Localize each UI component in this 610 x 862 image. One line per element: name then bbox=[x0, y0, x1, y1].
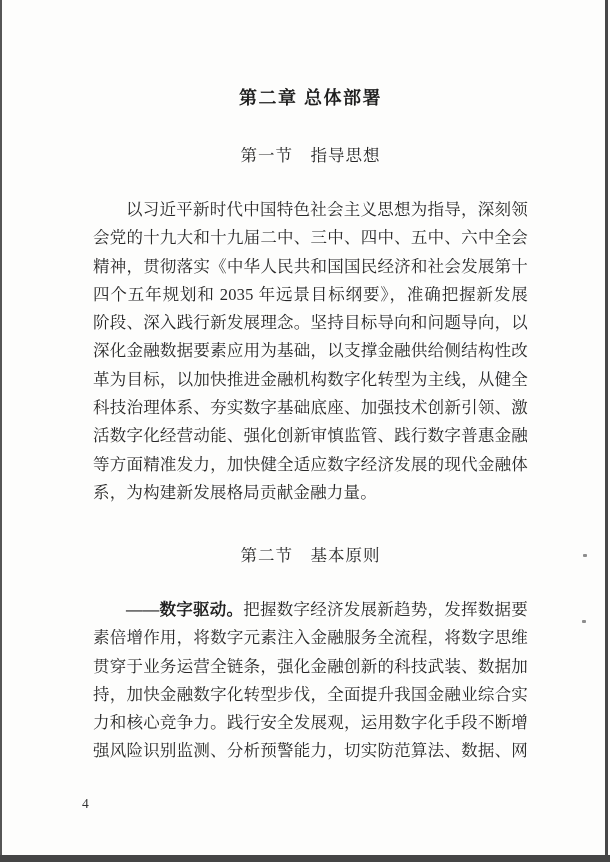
text-line: 四个五年规划和 2035 年远景目标纲要》，准确把握新发展 bbox=[93, 284, 528, 304]
text-line: 力和核心竞争力。践行安全发展观，运用数字化手段不断增 bbox=[93, 713, 528, 733]
chapter-title: 第二章 总体部署 bbox=[238, 88, 382, 108]
text-line: 科技治理体系、夯实数字基础底座、加强技术创新引领、激 bbox=[93, 398, 528, 418]
text-line: 阶段、深入践行新发展理念。坚持目标导向和问题导向，以 bbox=[93, 313, 528, 333]
scan-speck bbox=[582, 620, 586, 623]
section-1-title: 第一节 指导思想 bbox=[240, 146, 381, 165]
text-line: 会党的十九大和十九届二中、三中、四中、五中、六中全会 bbox=[93, 228, 528, 248]
scan-edge-left bbox=[0, 0, 2, 862]
scan-edge-right bbox=[605, 0, 608, 862]
text-line: 活数字化经营动能、强化创新审慎监管、践行数字普惠金融 bbox=[93, 426, 528, 446]
text-line: 素倍增作用，将数字元素注入金融服务全流程，将数字思维 bbox=[93, 628, 528, 648]
page-number: 4 bbox=[82, 796, 89, 811]
text-line: 以习近平新时代中国特色社会主义思想为指导，深刻领 bbox=[126, 200, 528, 219]
text-line: 强风险识别监测、分析预警能力，切实防范算法、数据、网 bbox=[93, 741, 528, 761]
text-line: 革为目标，以加快推进金融机构数字化转型为主线，从健全 bbox=[93, 369, 528, 389]
text-line: 系，为构建新发展格局贡献金融力量。 bbox=[93, 482, 377, 502]
lead-in-digital-drive: ——数字驱动。 bbox=[126, 600, 244, 619]
scan-edge-bottom bbox=[0, 855, 610, 862]
text-line-rest: 把握数字经济发展新趋势，发挥数据要 bbox=[243, 600, 528, 619]
paragraph-guiding-ideology bbox=[93, 196, 528, 507]
section-2-title: 第二节 基本原则 bbox=[240, 546, 381, 565]
paragraph-basic-principles bbox=[93, 596, 528, 766]
text-line: 深化金融数据要素应用为基础，以支撑金融供给侧结构性改 bbox=[93, 341, 528, 361]
text-line: 等方面精准发力，加快健全适应数字经济发展的现代金融体 bbox=[93, 454, 528, 474]
text-line bbox=[93, 596, 528, 624]
text-line: 精神，贯彻落实《中华人民共和国国民经济和社会发展第十 bbox=[93, 256, 528, 276]
scan-speck bbox=[583, 554, 587, 557]
text-line: 持，加快金融数字化转型步伐，全面提升我国金融业综合实 bbox=[93, 684, 528, 704]
text-line: 贯穿于业务运营全链条，强化金融创新的科技武装、数据加 bbox=[93, 656, 528, 676]
